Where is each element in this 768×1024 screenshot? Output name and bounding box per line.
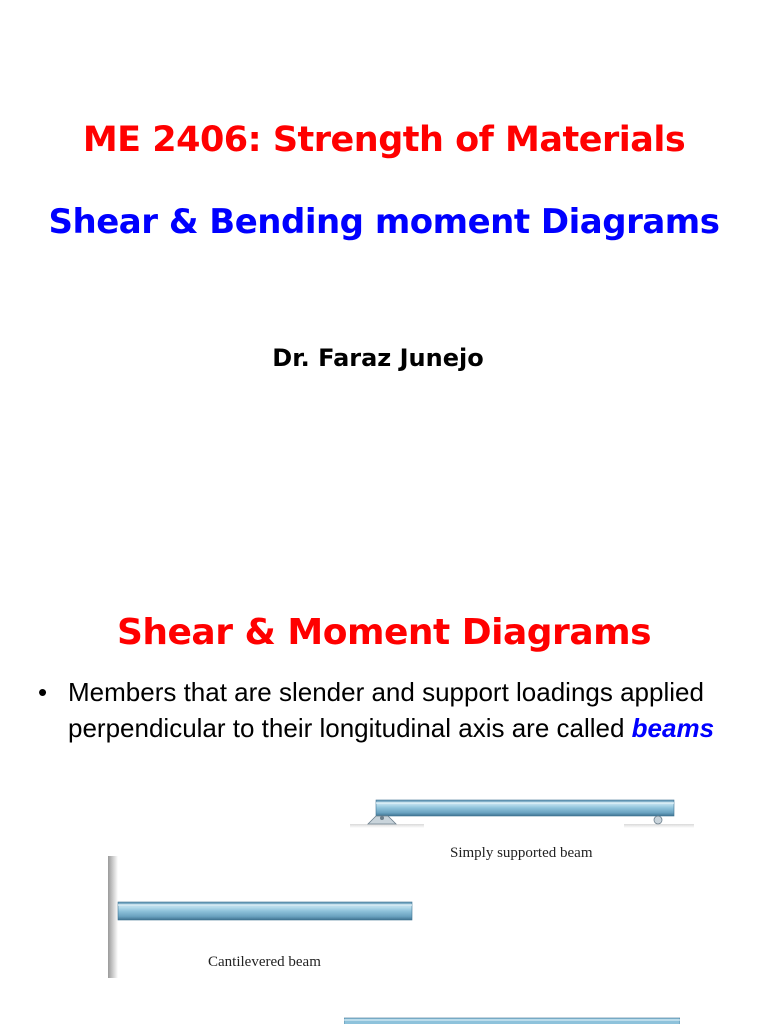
- author-name: Dr. Faraz Junejo: [272, 344, 484, 372]
- cantilevered-caption: Cantilevered beam: [208, 954, 321, 970]
- roller-support: [654, 816, 662, 824]
- simply-supported-caption: Simply supported beam: [450, 845, 593, 861]
- content-slide: [0, 576, 768, 1024]
- lecture-title: Shear & Bending moment Diagrams: [48, 202, 720, 242]
- fixed-wall: [108, 856, 118, 978]
- slide-title: Shear & Moment Diagrams: [116, 612, 652, 653]
- bullet-text: Members that are slender and support loadings applied perpendicular to their longitudinal axis are called: [68, 677, 704, 743]
- bullet-list: [38, 674, 748, 746]
- course-title: ME 2406: Strength of Materials: [82, 120, 686, 160]
- beams-emphasis: beams: [631, 713, 715, 743]
- partial-beam-figure: [344, 1016, 680, 1024]
- floor-left: [350, 824, 424, 828]
- bullet-marker: •: [38, 677, 48, 707]
- floor-right: [624, 824, 694, 828]
- bullet-item: [38, 674, 748, 746]
